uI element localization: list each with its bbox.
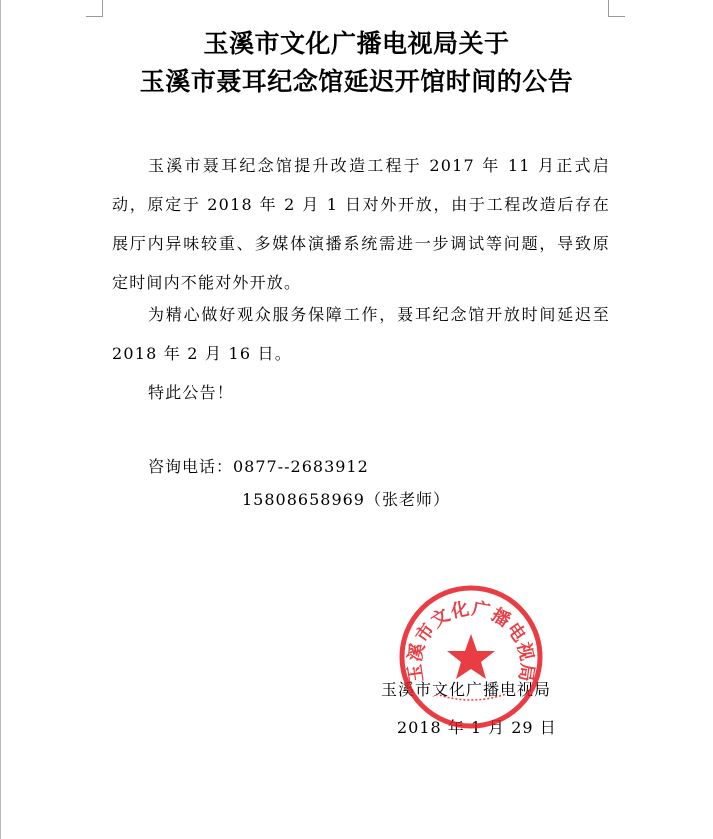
seal-star-icon [447, 634, 495, 679]
page-edge-line [0, 0, 1, 839]
signature-date: 2018 年 1 月 29 日 [397, 718, 557, 737]
title-line-1: 玉溪市文化广播电视局关于 [203, 29, 510, 58]
body-paragraph-3: 特此公告！ [148, 383, 235, 402]
contact-phone-line: 咨询电话：0877--2683912 [148, 457, 369, 476]
body-paragraph-1: 玉溪市聂耳纪念馆提升改造工程于 2017 年 11 月正式启动，原定于 2018 年 2 月 1 日对外开放，由于工程改造后存在展厅内异味较重、多媒体演播系统需进一步调试等问题，导致原定时间内不能对外开放。 [112, 156, 610, 292]
seal-serial-line [436, 694, 506, 700]
contact-mobile-line: 15808658969（张老师） [242, 490, 450, 509]
signature-organization: 玉溪市文化广播电视局 [381, 680, 552, 699]
crop-mark-top-right [608, 0, 625, 17]
title-line-2: 玉溪市聂耳纪念馆延迟开馆时间的公告 [139, 67, 574, 96]
official-seal-stamp [396, 582, 546, 732]
crop-mark-top-left [86, 0, 103, 17]
seal-text: 玉溪市文化广播电视局 [404, 598, 538, 684]
body-paragraph-2: 为精心做好观众服务保障工作，聂耳纪念馆开放时间延迟至 2018 年 2 月 16 日。 [112, 305, 610, 363]
